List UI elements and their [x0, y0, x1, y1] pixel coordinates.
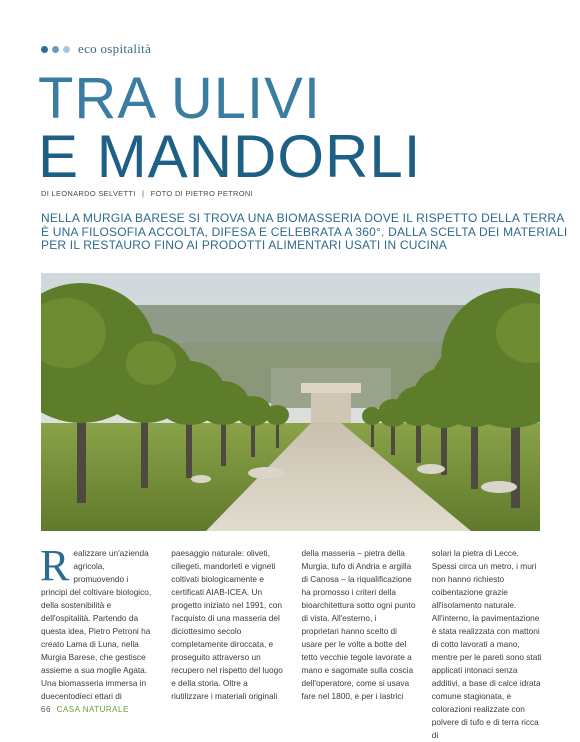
- author-credit: DI LEONARDO SELVETTI: [41, 189, 136, 198]
- article-photo: [41, 273, 540, 531]
- body-text: solari la pietra di Lecce. Spessi circa un metro, i muri non hanno richiesto coibentazione grazie all'isolamento naturale. All'interno, la pavimentazione è stata realizzata con mattoni di cotto lavorati a mano, mentre per le pareti sono stati applicati intonaci senza additivi, a base di calce idrata comune stagionata, e colorazioni realizzate con polvere di tufo e di terra ricca di: [431, 548, 542, 740]
- article-title-line-2: E MANDORLI: [38, 123, 422, 190]
- section-dot: [63, 46, 70, 53]
- article-deck: [41, 211, 568, 253]
- body-text: della masseria – pietra della Murgia, tufo di Andria e argilla di Canosa – la riqualificazione ha promosso i criteri della bioarchitettura sotto ogni punto di vista. All'esterno, i proprietari hanno scelto di usare per le volte a botte del tetto vecchie tegole lavorate a mano e sagomate sulla coscia dell'operatore, come si usava fare nel 1800, e per i lastrici: [301, 548, 416, 701]
- drop-cap: R: [40, 541, 70, 590]
- body-text: ealizzare un'azienda agricola, promuovendo i principi del coltivare biologico, della sostenibilità e dell'ospitalità. Partendo da questa idea, Pietro Petroni ha creato Lama di Luna, nella Murgia Barese, che gestisce assieme a sua moglie Agata. Una biomasseria immersa in duecentodieci ettari di: [41, 548, 152, 701]
- section-dot: [52, 46, 59, 53]
- photo-credit: FOTO DI PIETRO PETRONI: [150, 189, 253, 198]
- section-dot: [41, 46, 48, 53]
- byline: [41, 189, 253, 198]
- deck-line: È UNA FILOSOFIA ACCOLTA, DIFESA E CELEBRATA A 360°. DALLA SCELTA DEI MATERIALI: [41, 224, 568, 239]
- byline-separator: |: [142, 189, 145, 198]
- deck-line: PER IL RESTAURO FINO AI PRODOTTI ALIMENTARI USATI IN CUCINA: [41, 238, 448, 253]
- body-column: [301, 547, 416, 701]
- deck-line: NELLA MURGIA BARESE SI TROVA UNA BIOMASSERIA DOVE IL RISPETTO DELLA TERRA: [41, 211, 565, 225]
- section-tag: [41, 41, 151, 57]
- body-column: [171, 547, 285, 701]
- body-column: [431, 547, 546, 740]
- body-column: [40, 541, 155, 701]
- page-number: 66: [41, 705, 51, 714]
- body-text: paesaggio naturale: oliveti, ciliegeti, mandorleti e vigneti coltivati biologicamente e certificati AIAB-ICEA. Un progetto iniziato nel 1991, con l'acquisto di una masseria del diciottesimo secolo completamente diroccata, e proseguito attraverso un recupero nel rispetto del luogo e della storia. Oltre a riutilizzare i materiali originali: [171, 548, 283, 701]
- article-title-line-1: TRA ULIVI: [38, 66, 321, 131]
- section-label: eco ospitalità: [78, 41, 152, 56]
- magazine-name: CASA NATURALE: [56, 705, 129, 714]
- page-footer: [41, 705, 129, 714]
